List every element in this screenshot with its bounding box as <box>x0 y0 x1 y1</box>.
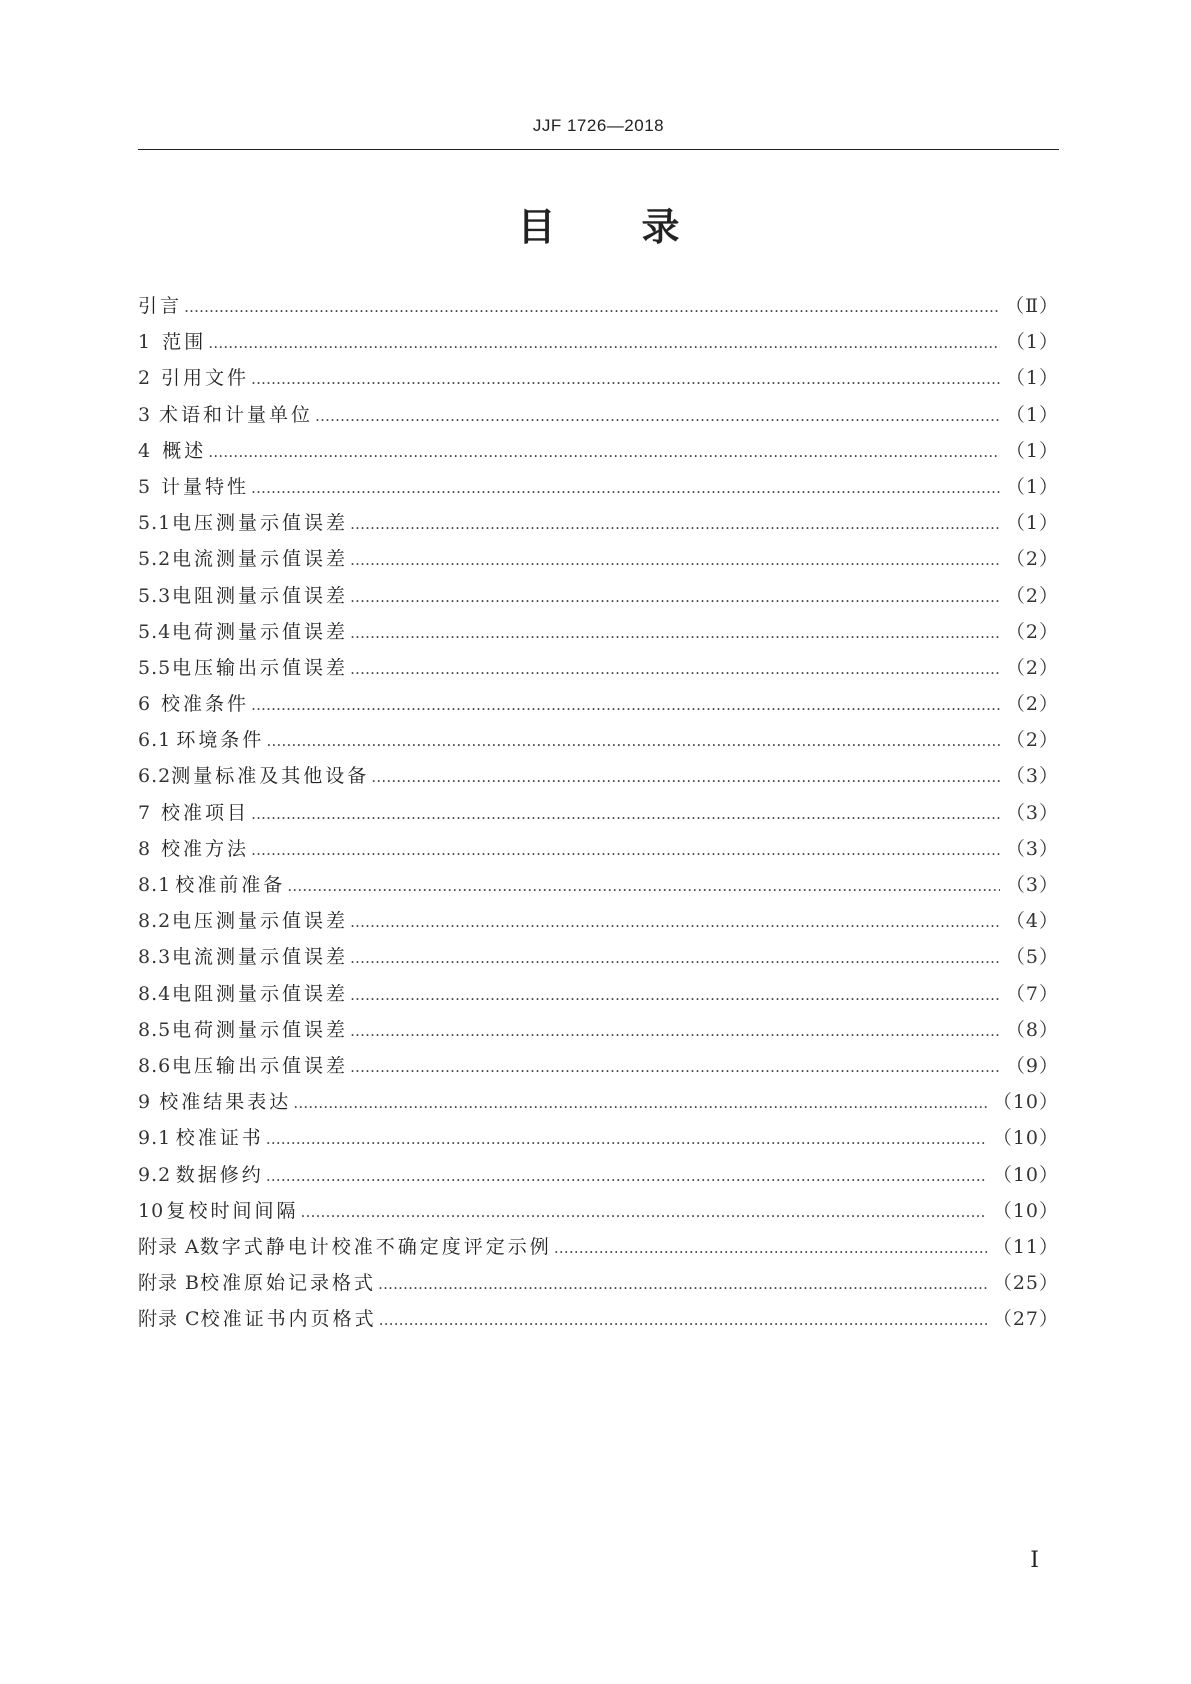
toc-entry-title: 电阻测量示值误差 <box>171 584 348 607</box>
toc-entry-page: （1） <box>1005 512 1059 535</box>
toc-entry[interactable] <box>138 831 1059 867</box>
toc-entry-number: 4 <box>138 439 152 462</box>
toc-entry-title: 校准证书 <box>175 1127 264 1150</box>
toc-entry[interactable] <box>138 541 1059 577</box>
toc-leader-dots <box>350 506 1000 542</box>
toc-entry-page: （2） <box>1005 729 1059 752</box>
toc-entry-number: 9 <box>138 1091 152 1114</box>
toc-entry-number: 1 <box>138 331 152 354</box>
toc-entry[interactable] <box>138 903 1059 939</box>
toc-entry-number: 附录 A <box>138 1235 200 1258</box>
toc-entry[interactable] <box>138 758 1059 794</box>
toc-entry-page: （3） <box>1005 874 1059 896</box>
toc-leader-dots <box>266 1158 987 1194</box>
toc-entry-page: （4） <box>1005 910 1059 933</box>
toc-entry-page: （10） <box>992 1091 1059 1114</box>
toc-entry[interactable] <box>138 505 1059 541</box>
toc-leader-dots <box>315 398 1000 434</box>
toc-entry[interactable] <box>138 1265 1059 1301</box>
toc-entry[interactable] <box>138 1229 1059 1265</box>
toc-leader-dots <box>554 1230 987 1266</box>
toc-entry-number: 10 <box>138 1199 165 1222</box>
toc-leader-dots <box>251 687 1000 723</box>
toc-entry-title: 电压输出示值误差 <box>171 656 348 679</box>
toc-entry[interactable] <box>138 288 1059 324</box>
toc-leader-dots <box>350 977 1000 1013</box>
toc-entry-title: 测量标准及其他设备 <box>171 765 370 788</box>
toc-entry-title: 电压输出示值误差 <box>171 1054 348 1077</box>
toc-entry[interactable] <box>138 1301 1059 1337</box>
toc-entry-page: （2） <box>1005 656 1059 679</box>
toc-entry-number: 8 <box>138 837 152 860</box>
toc-leader-dots <box>378 1266 987 1302</box>
toc-entry[interactable] <box>138 1120 1059 1156</box>
toc-entry-title: 校准项目 <box>160 801 249 824</box>
toc-leader-dots <box>350 1013 1000 1049</box>
toc-leader-dots <box>208 325 1000 361</box>
toc-entry[interactable] <box>138 1084 1059 1120</box>
toc-leader-dots <box>266 723 1000 759</box>
toc-entry-title: 校准前准备 <box>175 874 286 896</box>
toc-entry-title: 概述 <box>162 439 207 462</box>
toc-leader-dots <box>350 542 1000 578</box>
toc-entry-page: （10） <box>992 1127 1059 1150</box>
toc-entry-page: （2） <box>1005 548 1059 571</box>
toc-entry-number: 9.2 <box>138 1163 172 1186</box>
toc-entry-page: （8） <box>1005 1018 1059 1041</box>
toc-entry-title: 数据修约 <box>175 1163 264 1186</box>
toc-entry[interactable] <box>138 867 1059 903</box>
toc-leader-dots <box>350 615 1000 651</box>
toc-leader-dots <box>184 289 999 325</box>
toc-entry-title: 数字式静电计校准不确定度评定示例 <box>199 1235 552 1258</box>
toc-entry-number: 8.5 <box>138 1018 172 1041</box>
toc-entry-title: 校准证书内页格式 <box>200 1308 377 1331</box>
toc-entry-page: （1） <box>1005 331 1059 354</box>
toc-entry-page: （3） <box>1005 837 1059 860</box>
toc-entry-page: （7） <box>1005 982 1059 1005</box>
toc-leader-dots <box>251 470 1000 506</box>
toc-entry-title: 电阻测量示值误差 <box>171 982 348 1005</box>
toc-entry[interactable] <box>138 939 1059 975</box>
toc-entry-page: （1） <box>1005 439 1059 462</box>
toc-entry-title: 校准方法 <box>160 837 249 860</box>
toc-entry-page: （10） <box>992 1163 1059 1186</box>
toc-entry[interactable] <box>138 397 1059 433</box>
toc-entry-number: 3 <box>138 403 152 426</box>
toc-entry-number: 7 <box>138 801 152 824</box>
toc-entry-title: 电压测量示值误差 <box>171 512 348 535</box>
toc-leader-dots <box>293 1085 987 1121</box>
toc-entry-page: （27） <box>992 1308 1059 1331</box>
toc-entry-title: 电荷测量示值误差 <box>171 620 348 643</box>
toc-entry-number: 2 <box>138 367 152 390</box>
toc-entry-title: 电压测量示值误差 <box>171 910 348 933</box>
document-code-header: JJF 1726—2018 <box>532 116 665 135</box>
toc-entry-title: 引言 <box>138 295 183 317</box>
toc-entry[interactable] <box>138 578 1059 614</box>
toc-entry-page: （9） <box>1005 1054 1059 1077</box>
toc-leader-dots <box>300 1194 986 1230</box>
toc-entry-number: 8.4 <box>138 982 172 1005</box>
toc-entry-title: 复校时间间隔 <box>166 1199 299 1222</box>
page-number: I <box>1030 1548 1039 1573</box>
toc-entry[interactable] <box>138 360 1059 396</box>
toc-entry[interactable] <box>138 1157 1059 1193</box>
toc-entry-page: （2） <box>1005 693 1059 716</box>
toc-leader-dots <box>350 579 1000 615</box>
toc-entry-title: 校准条件 <box>160 693 249 716</box>
table-of-contents <box>138 288 1059 1337</box>
title-char-2: 录 <box>641 205 680 249</box>
toc-entry-number: 8.1 <box>138 874 172 896</box>
toc-entry-number: 5.4 <box>138 620 172 643</box>
toc-entry-title: 范围 <box>162 331 207 354</box>
toc-entry-page: （1） <box>1005 403 1059 426</box>
title-char-1: 目 <box>517 205 556 249</box>
toc-entry[interactable] <box>138 795 1059 831</box>
toc-entry-number: 5.5 <box>138 656 172 679</box>
toc-leader-dots <box>350 1049 1000 1085</box>
toc-leader-dots <box>266 1121 987 1157</box>
toc-entry-page: （10） <box>992 1199 1059 1222</box>
toc-entry[interactable] <box>138 614 1059 650</box>
toc-entry-number: 6.2 <box>138 765 172 788</box>
toc-leader-dots <box>350 904 1000 940</box>
toc-entry-title: 校准结果表达 <box>159 1091 292 1114</box>
toc-entry[interactable] <box>138 433 1059 469</box>
toc-entry-number: 9.1 <box>138 1127 172 1150</box>
toc-entry[interactable] <box>138 1012 1059 1048</box>
toc-leader-dots <box>251 832 1000 868</box>
toc-entry-number: 8.3 <box>138 946 172 969</box>
toc-leader-dots <box>350 651 1000 687</box>
toc-entry-page: （2） <box>1005 620 1059 643</box>
toc-leader-dots <box>251 796 1000 832</box>
toc-entry[interactable] <box>138 324 1059 360</box>
toc-entry-page: （1） <box>1005 367 1059 390</box>
toc-entry[interactable] <box>138 469 1059 505</box>
toc-entry-page: （11） <box>992 1235 1059 1258</box>
toc-leader-dots <box>350 940 1000 976</box>
toc-entry-number: 附录 C <box>138 1308 201 1331</box>
toc-entry-title: 计量特性 <box>160 475 249 498</box>
toc-entry-title: 电流测量示值误差 <box>171 548 348 571</box>
toc-entry-number: 5.1 <box>138 512 172 535</box>
toc-entry[interactable] <box>138 1048 1059 1084</box>
toc-entry-number: 8.6 <box>138 1054 172 1077</box>
toc-entry-title: 电流测量示值误差 <box>171 946 348 969</box>
toc-entry-number: 5 <box>138 475 152 498</box>
toc-leader-dots <box>371 759 1000 795</box>
toc-entry[interactable] <box>138 1193 1059 1229</box>
toc-entry-title: 环境条件 <box>176 729 265 752</box>
toc-entry-page: （3） <box>1005 765 1059 788</box>
toc-entry-page: （5） <box>1005 946 1059 969</box>
page-title <box>138 202 1059 252</box>
toc-entry[interactable] <box>138 722 1059 758</box>
toc-entry-number: 6 <box>138 693 152 716</box>
toc-entry-title: 引用文件 <box>160 367 249 390</box>
toc-entry-page: （3） <box>1005 801 1059 824</box>
toc-entry-number: 附录 B <box>138 1272 201 1295</box>
toc-entry-title: 校准原始记录格式 <box>200 1272 377 1295</box>
toc-leader-dots <box>379 1302 987 1338</box>
toc-leader-dots <box>208 434 1000 470</box>
toc-entry-number: 8.2 <box>138 910 172 933</box>
toc-entry-page: （1） <box>1005 475 1059 498</box>
toc-entry-title: 电荷测量示值误差 <box>171 1018 348 1041</box>
toc-entry-title: 术语和计量单位 <box>158 403 313 426</box>
toc-entry-page: （25） <box>992 1272 1059 1295</box>
toc-leader-dots <box>287 868 1000 904</box>
toc-entry-page: （2） <box>1005 584 1059 607</box>
toc-entry[interactable] <box>138 686 1059 722</box>
toc-entry[interactable] <box>138 976 1059 1012</box>
toc-entry[interactable] <box>138 650 1059 686</box>
toc-entry-number: 5.3 <box>138 584 172 607</box>
toc-leader-dots <box>251 361 1000 397</box>
header-divider <box>138 149 1059 150</box>
toc-entry-number: 6.1 <box>138 729 172 752</box>
toc-entry-number: 5.2 <box>138 548 172 571</box>
toc-entry-page: （Ⅱ） <box>1005 295 1059 317</box>
